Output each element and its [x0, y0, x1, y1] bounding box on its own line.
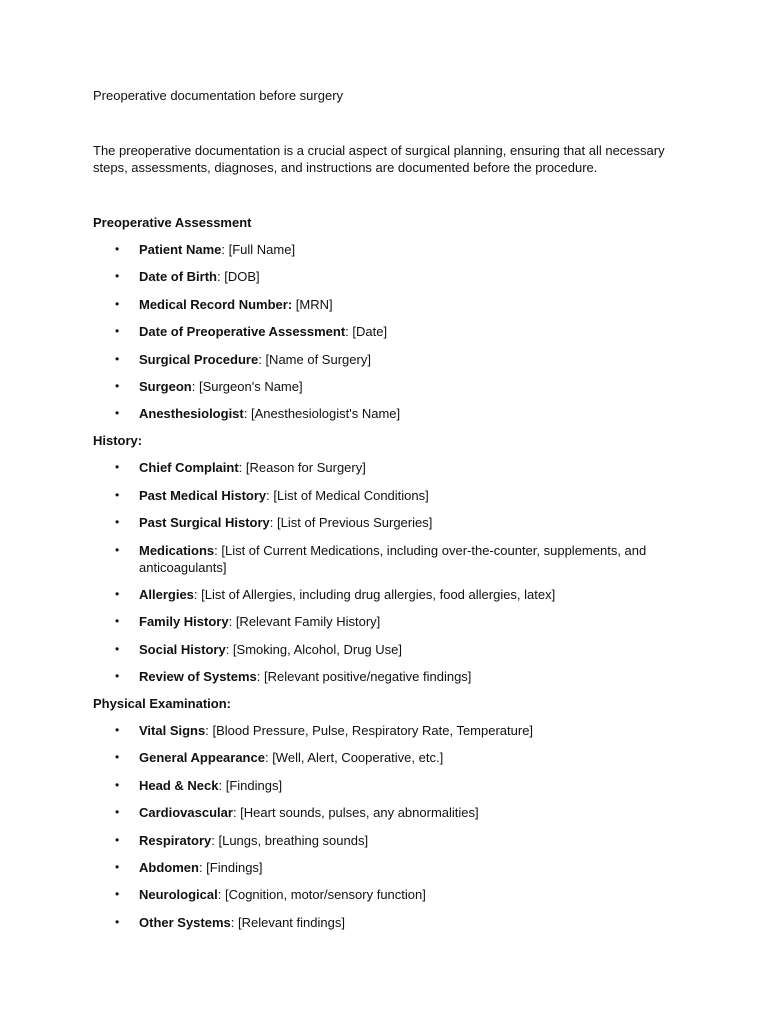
item-label: Anesthesiologist [139, 406, 244, 422]
item-value: : [List of Allergies, including drug allergies, food allergies, latex] [193, 586, 556, 602]
item-value: : [List of Previous Surgeries] [269, 515, 433, 531]
item-label: Family History [139, 614, 229, 630]
bullet-icon: • [115, 487, 120, 502]
list-physical-examination [93, 722, 683, 931]
bullet-icon: • [115, 669, 120, 684]
item-label: Other Systems [139, 914, 231, 930]
bullet-icon: • [115, 296, 120, 311]
item-value: : [Name of Surgery] [258, 351, 371, 367]
list-item [93, 914, 683, 931]
list-item [93, 613, 683, 630]
item-value: : [List of Current Medications, including over-the-counter, supplements, and anticoagulants] [139, 542, 647, 575]
list-item [93, 586, 683, 603]
list-item [93, 351, 683, 368]
bullet-icon: • [115, 805, 120, 820]
bullet-icon: • [115, 515, 120, 530]
item-label: Past Surgical History [139, 515, 270, 531]
bullet-icon: • [115, 242, 120, 256]
list-item [93, 487, 683, 504]
item-value: : [Full Name] [221, 242, 296, 257]
bullet-icon: • [115, 723, 120, 738]
list-history [93, 459, 683, 685]
bullet-icon: • [115, 914, 120, 929]
item-label: Medications [139, 542, 215, 558]
list-item [93, 514, 683, 531]
item-label: Date of Preoperative Assessment [139, 324, 346, 340]
item-label: Abdomen [139, 860, 199, 876]
document-title: Preoperative documentation before surgery [93, 88, 344, 103]
list-item [93, 859, 683, 876]
list-item [93, 323, 683, 340]
item-label: Head & Neck [139, 777, 219, 793]
item-label: Review of Systems [139, 669, 257, 685]
bullet-icon: • [115, 614, 120, 629]
list-item [93, 296, 683, 313]
item-label: Patient Name [139, 242, 222, 257]
bullet-icon: • [115, 641, 120, 656]
bullet-icon: • [115, 777, 120, 792]
item-value: : [Date] [345, 324, 388, 340]
item-value: : [Findings] [198, 860, 263, 876]
item-label: Allergies [139, 586, 194, 602]
item-value: [MRN] [292, 296, 333, 312]
item-label: Date of Birth [139, 269, 217, 285]
bullet-icon: • [115, 832, 120, 847]
item-value: : [List of Medical Conditions] [266, 487, 429, 503]
item-label: Past Medical History [139, 487, 267, 503]
item-label: Vital Signs [139, 723, 206, 739]
item-value: : [Lungs, breathing sounds] [211, 832, 369, 848]
item-value: : [Relevant Family History] [228, 614, 381, 630]
list-item [93, 886, 683, 903]
list-item [93, 241, 683, 258]
bullet-icon: • [115, 269, 120, 284]
list-item [93, 268, 683, 285]
intro-paragraph: The preoperative documentation is a crucial aspect of surgical planning, ensuring that all necessary steps, assessments, diagnoses, and instructions are documented before the procedure. [93, 143, 665, 175]
item-value: : [Smoking, Alcohol, Drug Use] [225, 641, 403, 657]
list-item [93, 804, 683, 821]
bullet-icon: • [115, 887, 120, 902]
list-item [93, 668, 683, 685]
item-value: : [Relevant positive/negative findings] [256, 669, 472, 685]
item-value: : [Relevant findings] [230, 914, 345, 930]
bullet-icon: • [115, 750, 120, 765]
section-heading-history: History: [93, 433, 143, 449]
item-value: : [Blood Pressure, Pulse, Respiratory Rate, Temperature] [205, 723, 534, 739]
item-label: General Appearance [139, 750, 265, 766]
list-item [93, 749, 683, 766]
list-item [93, 722, 683, 739]
item-value: : [Anesthesiologist's Name] [243, 406, 401, 422]
item-label: Surgical Procedure [139, 351, 259, 367]
item-value: : [Surgeon's Name] [191, 378, 303, 394]
item-label: Neurological [139, 887, 218, 903]
item-value: : [DOB] [217, 269, 260, 285]
list-item [93, 378, 683, 395]
item-value: : [Findings] [218, 777, 283, 793]
item-value: : [Cognition, motor/sensory function] [217, 887, 426, 903]
list-item [93, 459, 683, 476]
document-page [93, 87, 683, 931]
list-item [93, 405, 683, 422]
bullet-icon: • [115, 542, 120, 557]
list-item [93, 542, 683, 576]
item-value: : [Heart sounds, pulses, any abnormalities] [232, 805, 479, 821]
item-value: : [Reason for Surgery] [238, 460, 366, 476]
list-item [93, 641, 683, 658]
item-label: Social History [139, 641, 226, 657]
bullet-icon: • [115, 324, 120, 339]
item-value: : [Well, Alert, Cooperative, etc.] [264, 750, 444, 766]
item-label: Medical Record Number: [139, 296, 293, 312]
section-heading-preoperative-assessment: Preoperative Assessment [93, 215, 252, 230]
item-label: Chief Complaint [139, 460, 239, 476]
item-label: Respiratory [139, 832, 212, 848]
bullet-icon: • [115, 460, 120, 475]
item-label: Cardiovascular [139, 805, 233, 821]
list-item [93, 832, 683, 849]
bullet-icon: • [115, 406, 120, 421]
item-label: Surgeon [139, 378, 192, 394]
bullet-icon: • [115, 351, 120, 366]
section-heading-physical-examination: Physical Examination: [93, 696, 231, 712]
list-item [93, 777, 683, 794]
bullet-icon: • [115, 586, 120, 601]
bullet-icon: • [115, 860, 120, 875]
bullet-icon: • [115, 378, 120, 393]
list-preoperative-assessment [93, 241, 683, 422]
